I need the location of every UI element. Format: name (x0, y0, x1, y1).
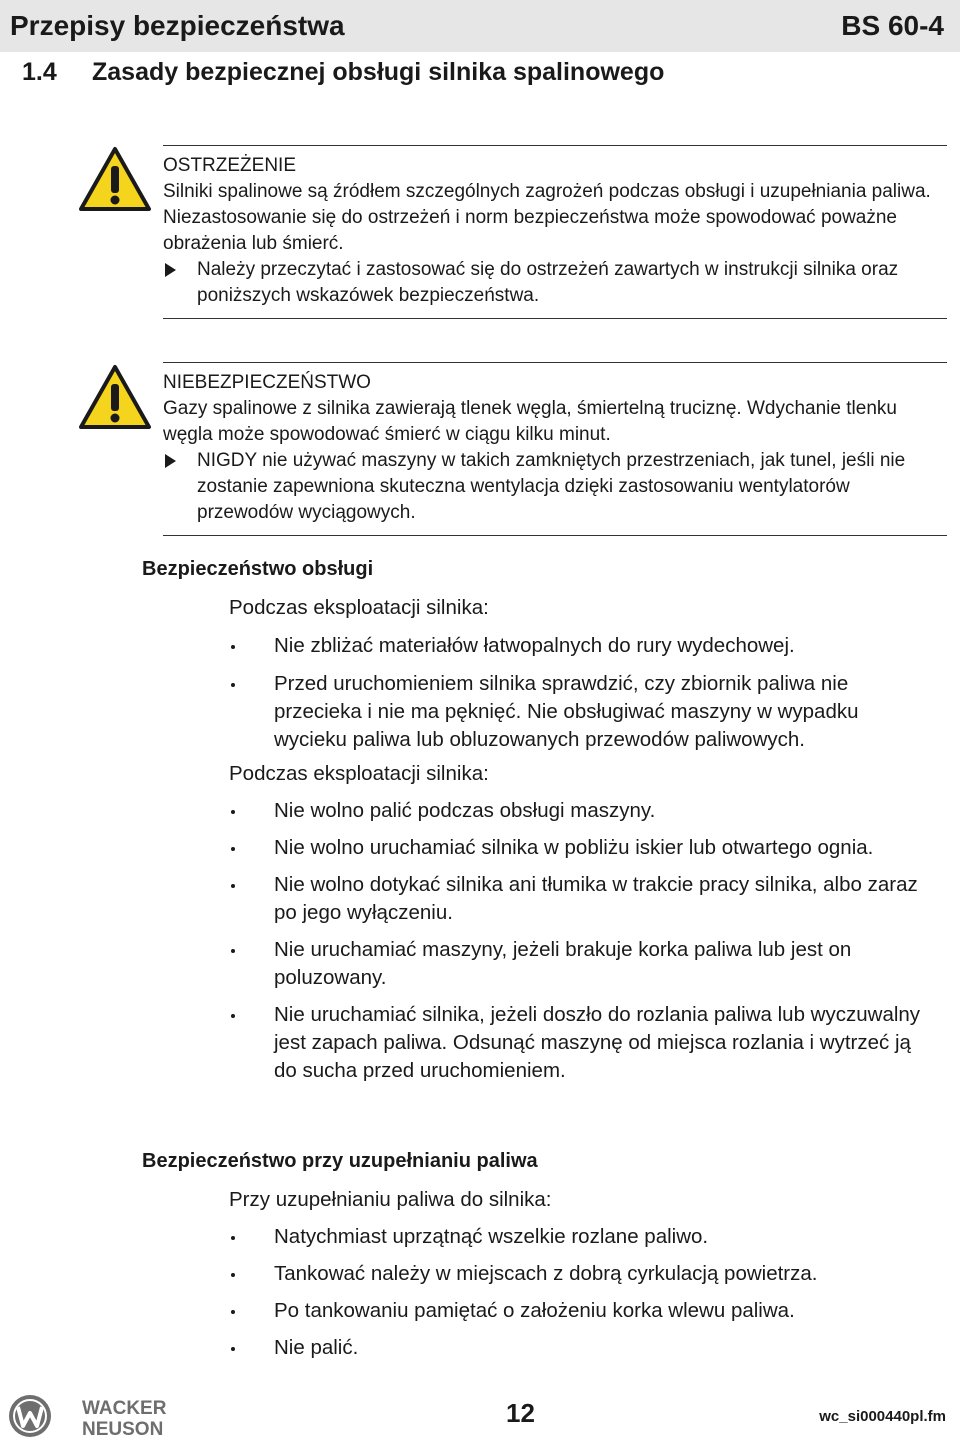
file-name: wc_si000440pl.fm (819, 1408, 946, 1425)
warning-triangle-icon (78, 146, 152, 212)
operation-list-1 (229, 632, 929, 754)
warning-text: Silniki spalinowe są źródłem szczególnych zagrożeń podczas obsługi i uzupełniania paliwa. Niezastosowanie się do ostrzeżeń i norm bezpieczeństwa może spowodować poważne obrażenia lub śmierć. (163, 181, 931, 254)
section-title (22, 58, 664, 87)
warning-label: OSTRZEŻENIE (163, 155, 297, 176)
list-item: Nie wolno uruchamiać silnika w pobliżu iskier lub otwartego ognia. (229, 834, 929, 862)
operation-heading: Bezpieczeństwo obsługi (142, 558, 374, 580)
operation-list-2 (229, 797, 929, 1085)
bullet-icon (231, 949, 235, 953)
operation-intro-1: Podczas eksploatacji silnika: (229, 596, 489, 619)
list-item: Przed uruchomieniem silnika sprawdzić, czy zbiornik paliwa nie przecieka i nie ma pęknięć. Nie obsługiwać maszyny w wypadku wycieku paliwa lub obluzowanych przewodów paliwowych. (229, 670, 929, 754)
bullet-icon (231, 683, 235, 687)
danger-text: Gazy spalinowe z silnika zawierają tlenek węgla, śmiertelną truciznę. Wdychanie tlenku węgla może spowodować śmierć w ciągu kilku minut. (163, 398, 897, 445)
bullet-icon (231, 645, 235, 649)
list-item: Nie uruchamiać maszyny, jeżeli brakuje korka paliwa lub jest on poluzowany. (229, 936, 929, 992)
danger-notice (163, 362, 947, 536)
list-item: Tankować należy w miejscach z dobrą cyrkulacją powietrza. (229, 1260, 929, 1288)
bullet-icon (231, 1014, 235, 1018)
danger-triangle-icon (78, 364, 152, 430)
list-item: Nie wolno dotykać silnika ani tłumika w trakcie pracy silnika, albo zaraz po jego wyłączeniu. (229, 871, 929, 927)
svg-text:WACKER: WACKER (82, 1398, 167, 1419)
bullet-icon (231, 1273, 235, 1277)
danger-step-text: NIGDY nie używać maszyny w takich zamkniętych przestrzeniach, jak tunel, jeśli nie zostanie zapewniona skuteczna wentylacja dzięki zastosowaniu wentylatorów przewodów wyciągowych. (197, 450, 906, 523)
header-title: Przepisy bezpieczeństwa (10, 10, 345, 41)
section-title-text: Zasady bezpiecznej obsługi silnika spalinowego (92, 58, 665, 86)
svg-text:NEUSON: NEUSON (82, 1419, 164, 1439)
section-number: 1.4 (22, 58, 57, 86)
refueling-list (229, 1223, 929, 1362)
header-model: BS 60-4 (841, 10, 944, 41)
bullet-icon (231, 847, 235, 851)
danger-step (163, 448, 947, 526)
wacker-neuson-logo (8, 1393, 188, 1439)
list-item: Nie uruchamiać silnika, jeżeli doszło do rozlania paliwa lub wyczuwalny jest zapach paliwa. Odsunąć maszynę od miejsca rozlania i wytrzeć ją do sucha przed uruchomieniem. (229, 1001, 929, 1085)
list-item: Nie wolno palić podczas obsługi maszyny. (229, 797, 929, 825)
bullet-icon (231, 810, 235, 814)
list-item: Nie palić. (229, 1334, 929, 1362)
bullet-icon (231, 884, 235, 888)
refueling-intro: Przy uzupełnianiu paliwa do silnika: (229, 1188, 552, 1211)
list-item: Natychmiast uprzątnąć wszelkie rozlane paliwo. (229, 1223, 929, 1251)
page-number: 12 (506, 1398, 535, 1428)
refueling-heading: Bezpieczeństwo przy uzupełnianiu paliwa (142, 1150, 538, 1172)
bullet-icon (231, 1347, 235, 1351)
warning-step (163, 257, 947, 309)
danger-label: NIEBEZPIECZEŃSTWO (163, 372, 371, 393)
bullet-icon (231, 1310, 235, 1314)
step-arrow-icon (165, 454, 176, 468)
operation-intro-2: Podczas eksploatacji silnika: (229, 762, 489, 785)
bullet-icon (231, 1236, 235, 1240)
warning-step-text: Należy przeczytać i zastosować się do ostrzeżeń zawartych w instrukcji silnika oraz poniższych wskazówek bezpieczeństwa. (197, 259, 899, 306)
list-item: Po tankowaniu pamiętać o założeniu korka wlewu paliwa. (229, 1297, 929, 1325)
step-arrow-icon (165, 263, 176, 277)
warning-notice (163, 145, 947, 319)
list-item: Nie zbliżać materiałów łatwopalnych do rury wydechowej. (229, 632, 929, 660)
